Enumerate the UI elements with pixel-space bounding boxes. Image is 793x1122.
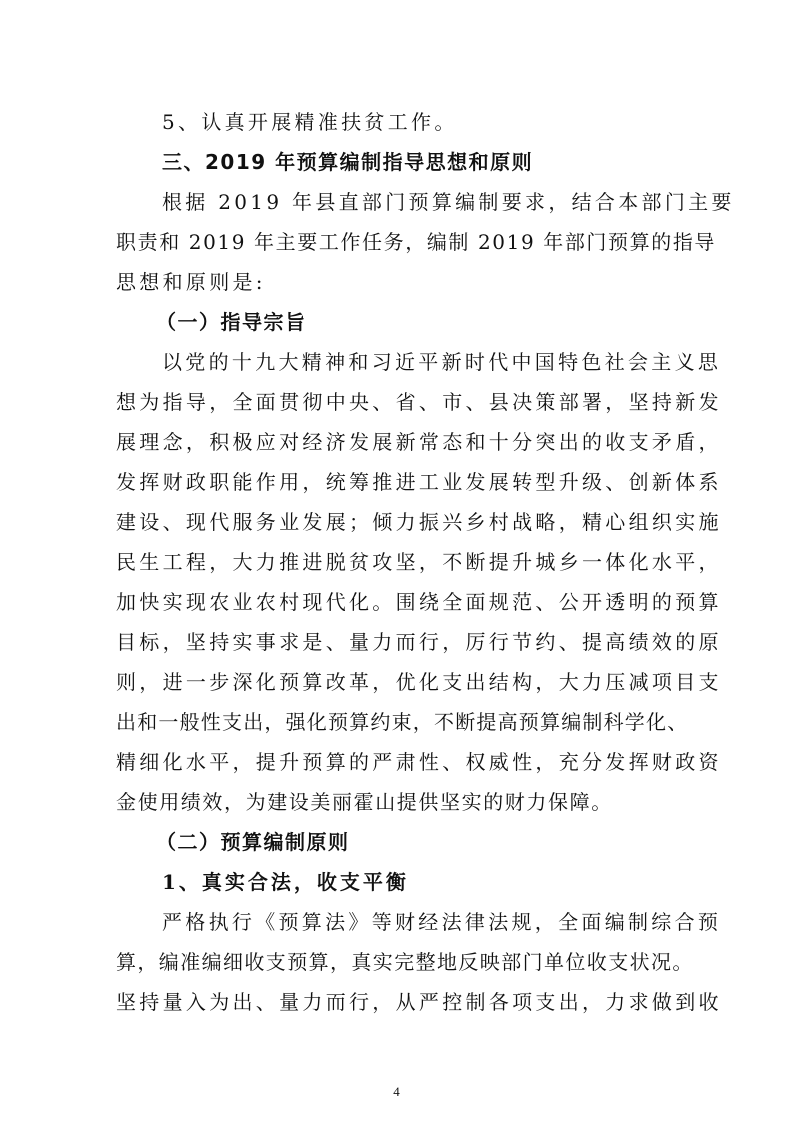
subsection-heading-1 <box>0 302 793 342</box>
line-text: 思想和原则是: <box>116 270 266 294</box>
paragraph-line <box>0 982 793 1022</box>
line-text: 出和一般性支出，强化预算约束，不断提高预算编制科学化、 <box>116 710 689 734</box>
page-number: 4 <box>393 1084 400 1099</box>
paragraph-line <box>0 462 793 502</box>
paragraph-line <box>0 662 793 702</box>
line-text: 加快实现农业农村现代化。围绕全面规范、公开透明的预算 <box>116 590 722 614</box>
line-text: （一）指导宗旨 <box>156 310 307 334</box>
paragraph-line <box>0 742 793 782</box>
line-text: 三、2019 年预算编制指导思想和原则 <box>162 150 534 174</box>
paragraph-line <box>0 782 793 822</box>
paragraph-line <box>0 262 793 302</box>
paragraph-line <box>0 382 793 422</box>
line-text: 以党的十九大精神和习近平新时代中国特色社会主义思 <box>162 350 722 374</box>
paragraph-line <box>0 942 793 982</box>
line-text: 金使用绩效，为建设美丽霍山提供坚实的财力保障。 <box>116 790 613 814</box>
line-text: 1、真实合法，收支平衡 <box>162 870 409 894</box>
line-text: （二）预算编制原则 <box>156 830 350 854</box>
paragraph-line <box>0 582 793 622</box>
paragraph-line <box>0 502 793 542</box>
line-text: 严格执行《预算法》等财经法律法规，全面编制综合预 <box>162 910 722 934</box>
paragraph-line <box>0 182 793 222</box>
paragraph-line <box>0 222 793 262</box>
paragraph-line <box>0 702 793 742</box>
line-text: 则，进一步深化预算改革，优化支出结构，大力压减项目支 <box>116 670 722 694</box>
line-text: 算，编准编细收支预算，真实完整地反映部门单位收支状况。 <box>116 950 694 974</box>
line-text: 精细化水平，提升预算的严肃性、权威性，充分发挥财政资 <box>116 750 722 774</box>
paragraph-line <box>0 902 793 942</box>
subsection-heading-2 <box>0 822 793 862</box>
paragraph-line <box>0 422 793 462</box>
list-item-5 <box>0 102 793 142</box>
paragraph-line <box>0 542 793 582</box>
paragraph-line <box>0 622 793 662</box>
line-text: 5、认真开展精准扶贫工作。 <box>162 110 458 134</box>
line-text: 根据 2019 年县直部门预算编制要求，结合本部门主要 <box>162 190 735 214</box>
line-text: 展理念，积极应对经济发展新常态和十分突出的收支矛盾， <box>116 430 722 454</box>
line-text: 目标，坚持实事求是、量力而行，厉行节约、提高绩效的原 <box>116 630 722 654</box>
line-text: 发挥财政职能作用，统筹推进工业发展转型升级、创新体系 <box>116 470 722 494</box>
line-text: 职责和 2019 年主要工作任务，编制 2019 年部门预算的指导 <box>116 230 717 254</box>
line-text: 想为指导，全面贯彻中央、省、市、县决策部署，坚持新发 <box>116 390 722 414</box>
line-text: 坚持量入为出、量力而行，从严控制各项支出，力求做到收 <box>116 990 722 1014</box>
principle-heading-1 <box>0 862 793 902</box>
paragraph-line <box>0 342 793 382</box>
section-heading-3 <box>0 142 793 182</box>
line-text: 民生工程，大力推进脱贫攻坚，不断提升城乡一体化水平， <box>116 550 722 574</box>
line-text: 建设、现代服务业发展；倾力振兴乡村战略，精心组织实施 <box>116 510 722 534</box>
